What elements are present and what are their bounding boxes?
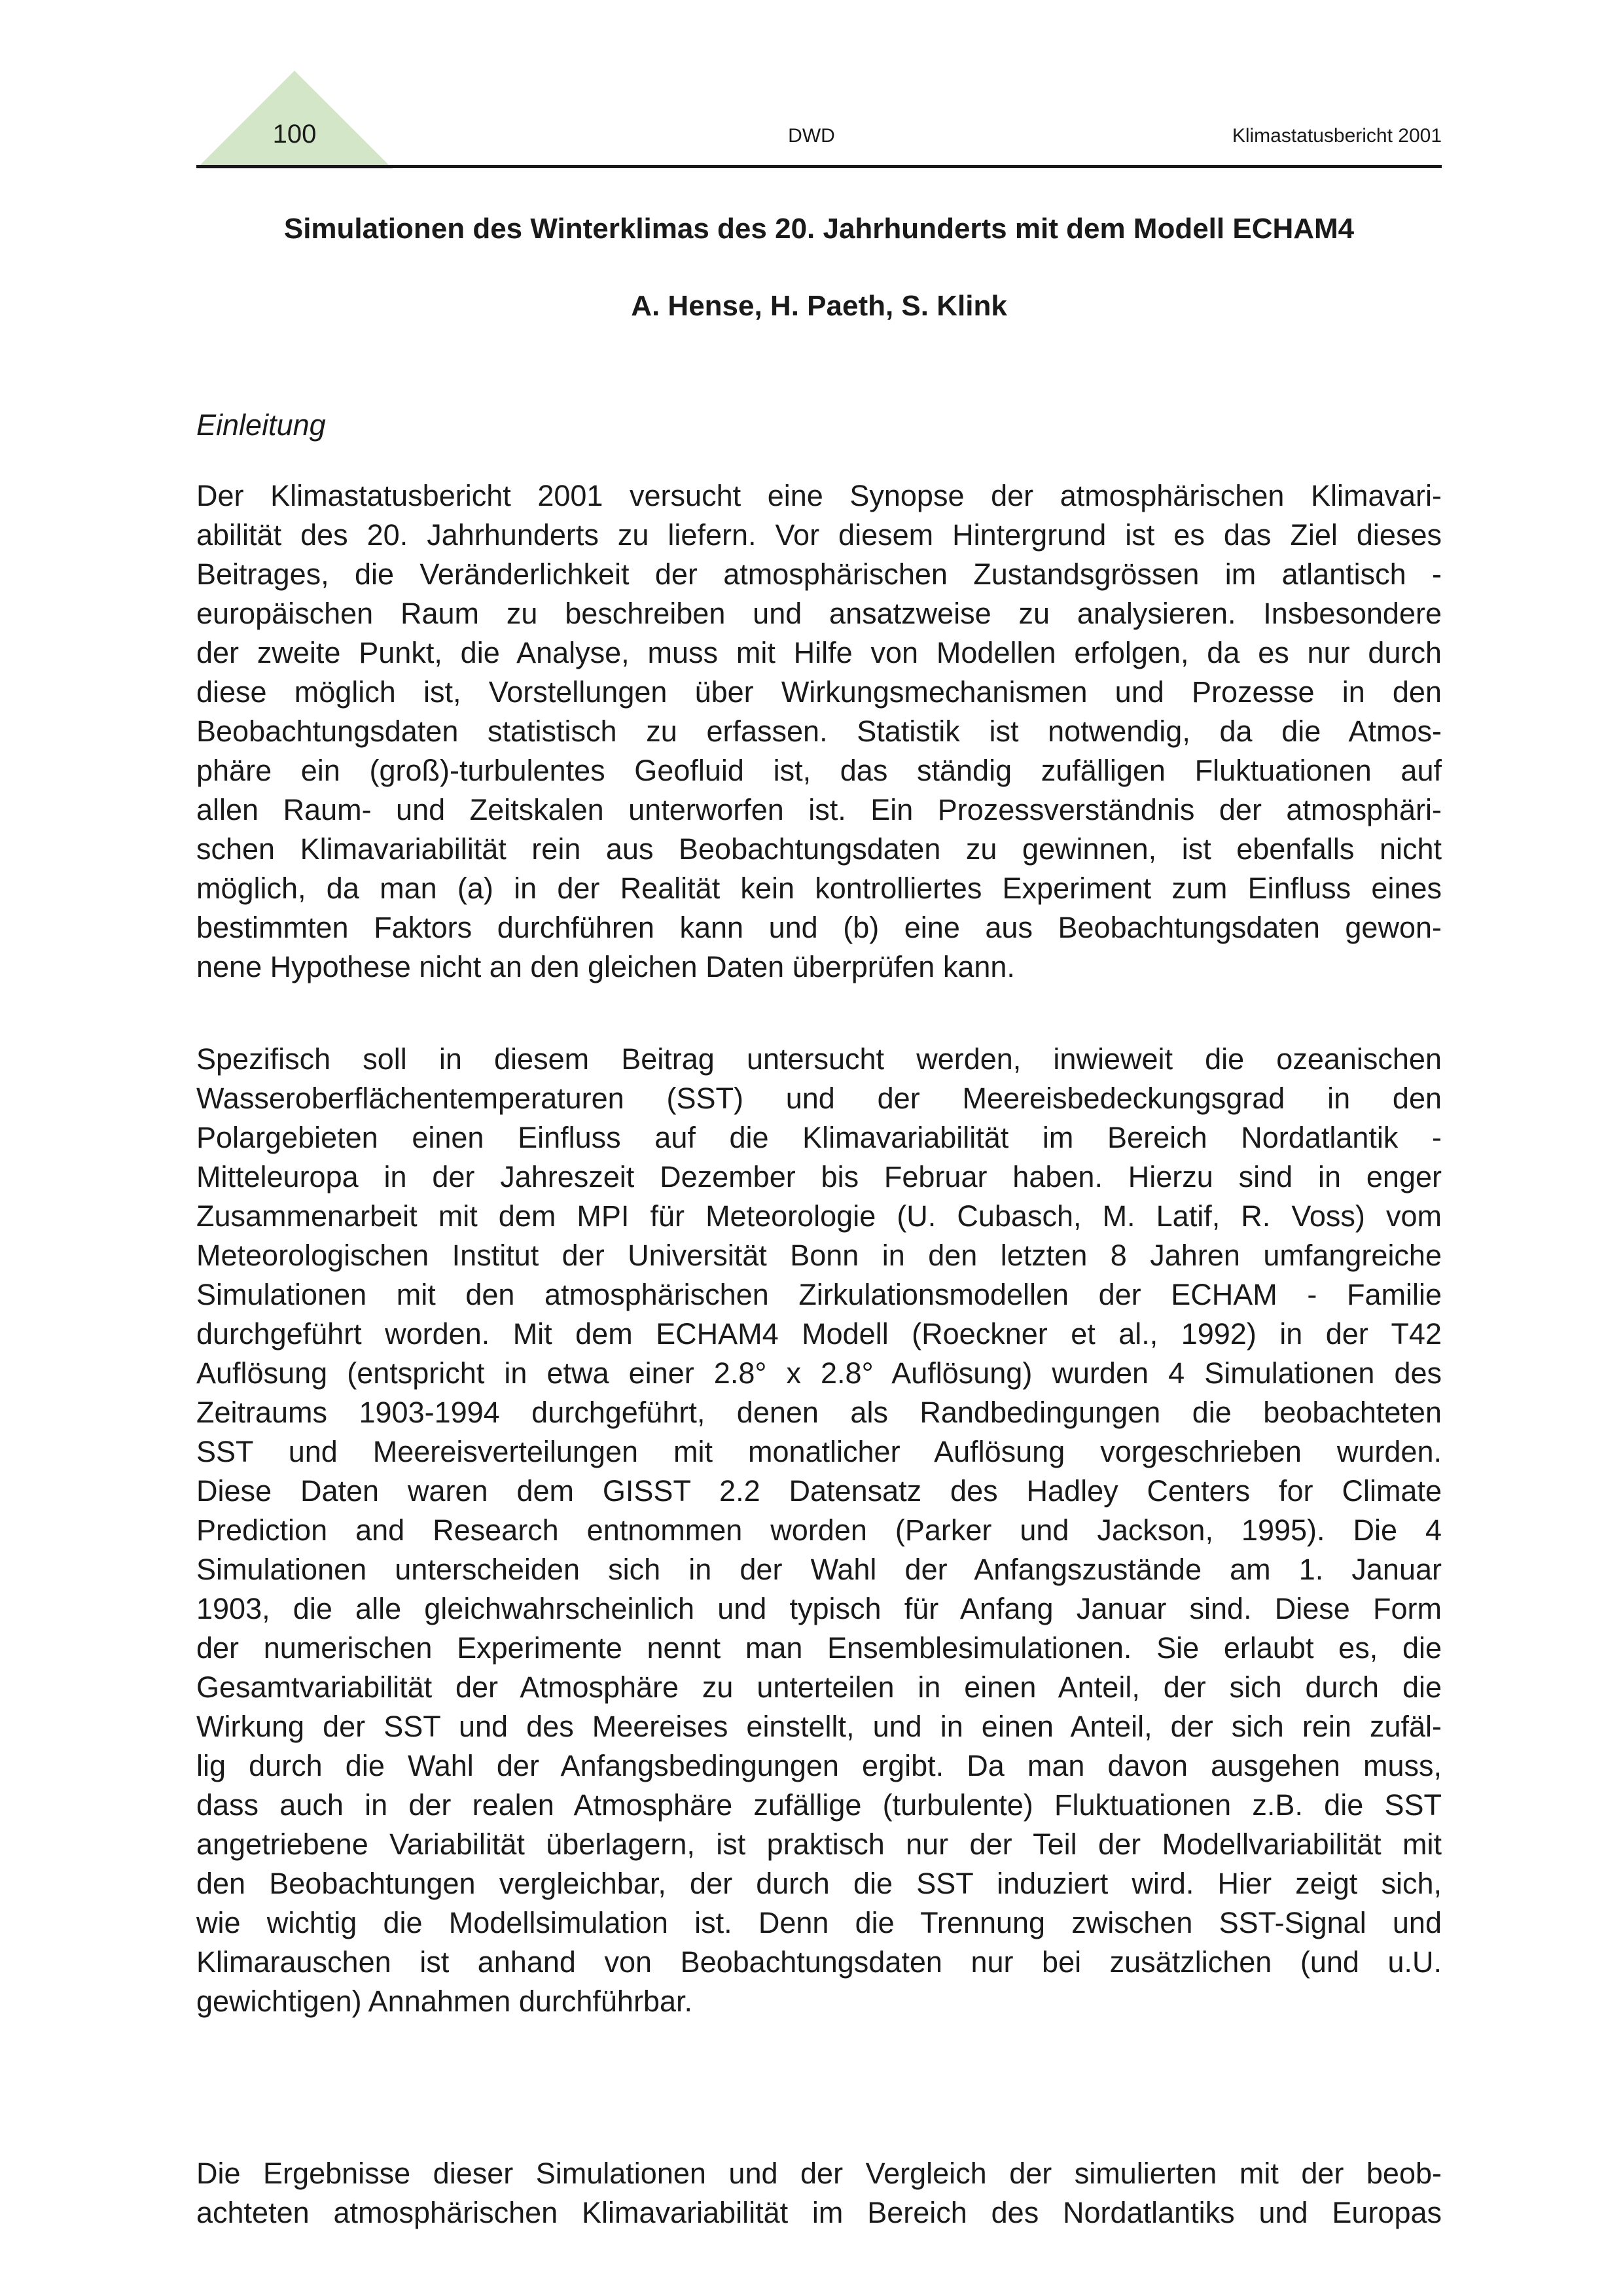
text-line: Auflösung (entspricht in etwa einer 2.8° x 2.8° Auflösung) wurden 4 Simulationen des — [196, 1356, 1442, 1390]
paragraph-results — [196, 2154, 1442, 2233]
text-line: Klimarauschen ist anhand von Beobachtungsdaten nur bei zusätzlichen (und u.U. — [196, 1945, 1442, 1979]
text-line: Diese Daten waren dem GISST 2.2 Datensatz des Hadley Centers for Climate — [196, 1474, 1442, 1508]
header-publisher: DWD — [788, 125, 835, 147]
header-publication-title: Klimastatusbericht 2001 — [1232, 125, 1442, 147]
text-line: dass auch in der realen Atmosphäre zufällige (turbulente) Fluktuationen z.B. die SST — [196, 1788, 1442, 1822]
text-line: lig durch die Wahl der Anfangsbedingungen ergibt. Da man davon ausgehen muss, — [196, 1749, 1442, 1782]
text-line: schen Klimavariabilität rein aus Beobachtungsdaten zu gewinnen, ist ebenfalls nicht — [196, 832, 1442, 866]
text-line: wie wichtig die Modellsimulation ist. Denn die Trennung zwischen SST-Signal und — [196, 1906, 1442, 1939]
text-line: Meteorologischen Institut der Universität Bonn in den letzten 8 Jahren umfangreiche — [196, 1239, 1442, 1272]
text-line: Simulationen mit den atmosphärischen Zirkulationsmodellen der ECHAM - Familie — [196, 1278, 1442, 1311]
paragraph-simulations — [196, 1040, 1442, 2021]
text-line: Prediction and Research entnommen worden (Parker und Jackson, 1995). Die 4 — [196, 1513, 1442, 1547]
text-line: Simulationen unterscheiden sich in der Wahl der Anfangszustände am 1. Januar — [196, 1553, 1442, 1586]
text-line: nene Hypothese nicht an den gleichen Daten überprüfen kann. — [196, 950, 1015, 983]
text-line: achteten atmosphärischen Klimavariabilität im Bereich des Nordatlantiks und Europas — [196, 2196, 1442, 2229]
text-line: angetriebene Variabilität überlagern, ist praktisch nur der Teil der Modellvariabilität mit — [196, 1828, 1442, 1861]
text-line: Der Klimastatusbericht 2001 versucht eine Synopse der atmosphärischen Klimavari- — [196, 479, 1442, 512]
article-title: Simulationen des Winterklimas des 20. Jahrhunderts mit dem Modell ECHAM4 — [283, 213, 1355, 245]
text-line: SST und Meereisverteilungen mit monatlicher Auflösung vorgeschrieben wurden. — [196, 1435, 1442, 1468]
text-line: möglich, da man (a) in der Realität kein kontrolliertes Experiment zum Einfluss eines — [196, 872, 1442, 905]
text-line: Die Ergebnisse dieser Simulationen und der Vergleich der simulierten mit der beob- — [196, 2157, 1442, 2190]
text-line: Gesamtvariabilität der Atmosphäre zu unterteilen in einen Anteil, der sich durch die — [196, 1670, 1442, 1704]
text-line: Mitteleuropa in der Jahreszeit Dezember bis Februar haben. Hierzu sind in enger — [196, 1160, 1442, 1193]
text-line: bestimmten Faktors durchführen kann und (b) eine aus Beobachtungsdaten gewon- — [196, 911, 1442, 944]
text-line: 1903, die alle gleichwahrscheinlich und typisch für Anfang Januar sind. Diese Form — [196, 1592, 1442, 1625]
text-line: Wirkung der SST und des Meereises einstellt, und in einen Anteil, der sich rein zufäl- — [196, 1710, 1442, 1743]
text-line: abilität des 20. Jahrhunderts zu liefern. Vor diesem Hintergrund ist es das Ziel dieses — [196, 518, 1442, 552]
paragraph-intro — [196, 476, 1442, 987]
text-line: Beitrages, die Veränderlichkeit der atmosphärischen Zustandsgrössen im atlantisch - — [196, 557, 1442, 591]
text-line: Polargebieten einen Einfluss auf die Klimavariabilität im Bereich Nordatlantik - — [196, 1121, 1442, 1154]
text-line: allen Raum- und Zeitskalen unterworfen ist. Ein Prozessverständnis der atmosphäri- — [196, 793, 1442, 826]
text-line: diese möglich ist, Vorstellungen über Wirkungsmechanismen und Prozesse in den — [196, 675, 1442, 709]
page-number: 100 — [272, 120, 317, 149]
text-line: den Beobachtungen vergleichbar, der durch die SST induziert wird. Hier zeigt sich, — [196, 1867, 1442, 1900]
text-line: phäre ein (groß)-turbulentes Geofluid ist, das ständig zufälligen Fluktuationen auf — [196, 754, 1442, 787]
text-line: der zweite Punkt, die Analyse, muss mit Hilfe von Modellen erfolgen, da es nur durch — [196, 636, 1442, 669]
header-rule — [196, 165, 1442, 168]
text-line: europäischen Raum zu beschreiben und ansatzweise zu analysieren. Insbesondere — [196, 597, 1442, 630]
text-line: gewichtigen) Annahmen durchführbar. — [196, 1985, 692, 2018]
text-line: Zeitraums 1903-1994 durchgeführt, denen als Randbedingungen die beobachteten — [196, 1396, 1442, 1429]
text-line: Wasseroberflächentemperaturen (SST) und der Meereisbedeckungsgrad in den — [196, 1082, 1442, 1115]
text-line: Beobachtungsdaten statistisch zu erfassen. Statistik ist notwendig, da die Atmos- — [196, 715, 1442, 748]
text-line: Spezifisch soll in diesem Beitrag untersucht werden, inwieweit die ozeanischen — [196, 1042, 1442, 1076]
text-line: Zusammenarbeit mit dem MPI für Meteorologie (U. Cubasch, M. Latif, R. Voss) vom — [196, 1199, 1442, 1233]
text-line: der numerischen Experimente nennt man Ensemblesimulationen. Sie erlaubt es, die — [196, 1631, 1442, 1665]
text-line: durchgeführt worden. Mit dem ECHAM4 Modell (Roeckner et al., 1992) in der T42 — [196, 1317, 1442, 1351]
section-heading: Einleitung — [196, 408, 326, 442]
article-authors: A. Hense, H. Paeth, S. Klink — [631, 290, 1007, 322]
